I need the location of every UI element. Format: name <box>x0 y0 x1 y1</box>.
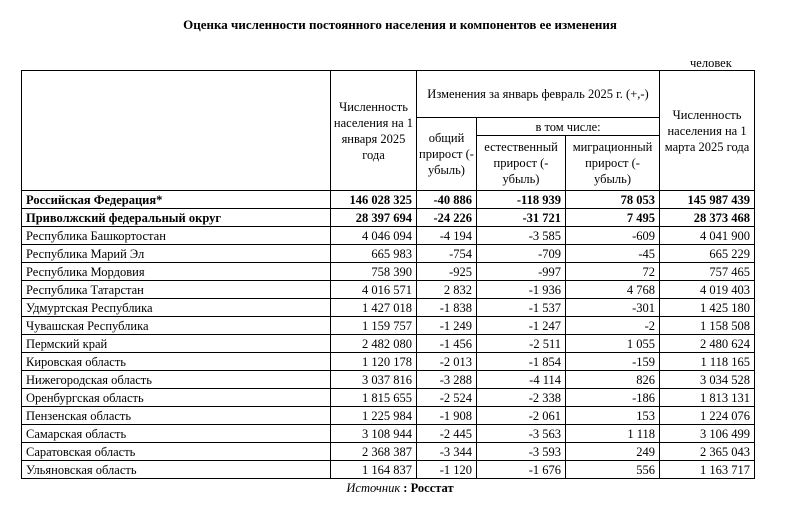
cell-natural: -2 061 <box>477 407 566 425</box>
cell-total: -754 <box>417 245 477 263</box>
table-row <box>22 281 755 299</box>
header-pop-end: Численность населения на 1 марта 2025 года <box>660 71 755 191</box>
cell-name: Пермский край <box>22 335 331 353</box>
cell-total: -1 838 <box>417 299 477 317</box>
cell-pop-end: 4 019 403 <box>660 281 755 299</box>
cell-natural: -4 114 <box>477 371 566 389</box>
cell-pop-end: 1 158 508 <box>660 317 755 335</box>
cell-name: Чувашская Республика <box>22 317 331 335</box>
cell-name: Кировская область <box>22 353 331 371</box>
cell-pop-start: 3 108 944 <box>331 425 417 443</box>
cell-pop-end: 1 163 717 <box>660 461 755 479</box>
cell-migration: -301 <box>566 299 660 317</box>
cell-natural: -709 <box>477 245 566 263</box>
cell-total: -4 194 <box>417 227 477 245</box>
cell-migration: 153 <box>566 407 660 425</box>
cell-migration: 1 055 <box>566 335 660 353</box>
table-row <box>22 371 755 389</box>
cell-natural: -3 563 <box>477 425 566 443</box>
cell-pop-end: 665 229 <box>660 245 755 263</box>
cell-pop-end: 1 118 165 <box>660 353 755 371</box>
cell-migration: 72 <box>566 263 660 281</box>
cell-total: -1 456 <box>417 335 477 353</box>
cell-pop-start: 4 016 571 <box>331 281 417 299</box>
source-value: Росстат <box>410 481 454 495</box>
cell-name: Нижегородская область <box>22 371 331 389</box>
cell-migration: -159 <box>566 353 660 371</box>
cell-pop-end: 2 480 624 <box>660 335 755 353</box>
cell-natural: -31 721 <box>477 209 566 227</box>
cell-natural: -2 338 <box>477 389 566 407</box>
population-table <box>21 70 755 479</box>
cell-pop-start: 1 815 655 <box>331 389 417 407</box>
cell-pop-end: 1 813 131 <box>660 389 755 407</box>
header-including: в том числе: <box>477 118 660 136</box>
cell-migration: -186 <box>566 389 660 407</box>
cell-pop-start: 146 028 325 <box>331 191 417 209</box>
cell-pop-start: 758 390 <box>331 263 417 281</box>
cell-pop-end: 4 041 900 <box>660 227 755 245</box>
cell-pop-start: 4 046 094 <box>331 227 417 245</box>
cell-name: Республика Татарстан <box>22 281 331 299</box>
cell-natural: -1 537 <box>477 299 566 317</box>
unit-label: человек <box>690 56 732 70</box>
table-row <box>22 317 755 335</box>
header-migration: миграционный прирост (- убыль) <box>566 136 660 191</box>
cell-migration: 4 768 <box>566 281 660 299</box>
cell-pop-end: 2 365 043 <box>660 443 755 461</box>
table-row <box>22 245 755 263</box>
cell-total: -24 226 <box>417 209 477 227</box>
cell-natural: -1 676 <box>477 461 566 479</box>
cell-migration: 1 118 <box>566 425 660 443</box>
cell-pop-start: 1 225 984 <box>331 407 417 425</box>
cell-natural: -1 854 <box>477 353 566 371</box>
cell-pop-end: 28 373 468 <box>660 209 755 227</box>
cell-name: Приволжский федеральный округ <box>22 209 331 227</box>
cell-migration: 556 <box>566 461 660 479</box>
cell-pop-start: 1 159 757 <box>331 317 417 335</box>
cell-migration: -2 <box>566 317 660 335</box>
cell-name: Оренбургская область <box>22 389 331 407</box>
header-total: общий прирост (- убыль) <box>417 118 477 191</box>
source-label: Источник <box>346 481 401 495</box>
source-separator: : <box>400 481 411 495</box>
cell-migration: 249 <box>566 443 660 461</box>
cell-migration: 78 053 <box>566 191 660 209</box>
cell-total: -3 344 <box>417 443 477 461</box>
cell-pop-start: 1 427 018 <box>331 299 417 317</box>
table-row <box>22 299 755 317</box>
table-row <box>22 407 755 425</box>
cell-name: Республика Башкортостан <box>22 227 331 245</box>
cell-pop-end: 3 034 528 <box>660 371 755 389</box>
cell-pop-end: 1 425 180 <box>660 299 755 317</box>
cell-migration: -45 <box>566 245 660 263</box>
cell-total: -2 013 <box>417 353 477 371</box>
cell-pop-start: 1 164 837 <box>331 461 417 479</box>
cell-natural: -1 936 <box>477 281 566 299</box>
cell-migration: -609 <box>566 227 660 245</box>
cell-total: -3 288 <box>417 371 477 389</box>
cell-pop-end: 757 465 <box>660 263 755 281</box>
cell-pop-start: 2 482 080 <box>331 335 417 353</box>
cell-total: -2 445 <box>417 425 477 443</box>
cell-pop-start: 665 983 <box>331 245 417 263</box>
table-row <box>22 461 755 479</box>
cell-pop-start: 3 037 816 <box>331 371 417 389</box>
cell-natural: -997 <box>477 263 566 281</box>
cell-name: Ульяновская область <box>22 461 331 479</box>
table-title: Оценка численности постоянного населения и компонентов ее изменения <box>183 17 617 32</box>
table-row <box>22 209 755 227</box>
cell-pop-start: 1 120 178 <box>331 353 417 371</box>
cell-name: Пензенская область <box>22 407 331 425</box>
table-row <box>22 443 755 461</box>
cell-natural: -3 585 <box>477 227 566 245</box>
cell-natural: -1 247 <box>477 317 566 335</box>
table-row <box>22 227 755 245</box>
header-changes: Изменения за январь февраль 2025 г. (+,-) <box>417 71 660 118</box>
table-row <box>22 353 755 371</box>
header-pop-start: Численность населения на 1 января 2025 года <box>331 71 417 191</box>
header-natural: естественный прирост (- убыль) <box>477 136 566 191</box>
table-row <box>22 191 755 209</box>
cell-total: -2 524 <box>417 389 477 407</box>
cell-pop-end: 3 106 499 <box>660 425 755 443</box>
cell-pop-end: 1 224 076 <box>660 407 755 425</box>
cell-natural: -3 593 <box>477 443 566 461</box>
cell-natural: -118 939 <box>477 191 566 209</box>
cell-total: -1 249 <box>417 317 477 335</box>
cell-total: -40 886 <box>417 191 477 209</box>
cell-name: Самарская область <box>22 425 331 443</box>
cell-pop-end: 145 987 439 <box>660 191 755 209</box>
header-name-cell <box>22 71 331 191</box>
cell-total: -1 908 <box>417 407 477 425</box>
table-row <box>22 425 755 443</box>
cell-name: Республика Марий Эл <box>22 245 331 263</box>
source-note <box>0 481 800 496</box>
cell-pop-start: 2 368 387 <box>331 443 417 461</box>
table-row <box>22 335 755 353</box>
table-row <box>22 389 755 407</box>
cell-name: Саратовская область <box>22 443 331 461</box>
cell-total: 2 832 <box>417 281 477 299</box>
cell-total: -1 120 <box>417 461 477 479</box>
cell-name: Удмуртская Республика <box>22 299 331 317</box>
cell-migration: 826 <box>566 371 660 389</box>
cell-name: Российская Федерация* <box>22 191 331 209</box>
cell-migration: 7 495 <box>566 209 660 227</box>
cell-total: -925 <box>417 263 477 281</box>
cell-natural: -2 511 <box>477 335 566 353</box>
cell-pop-start: 28 397 694 <box>331 209 417 227</box>
cell-name: Республика Мордовия <box>22 263 331 281</box>
table-row <box>22 263 755 281</box>
